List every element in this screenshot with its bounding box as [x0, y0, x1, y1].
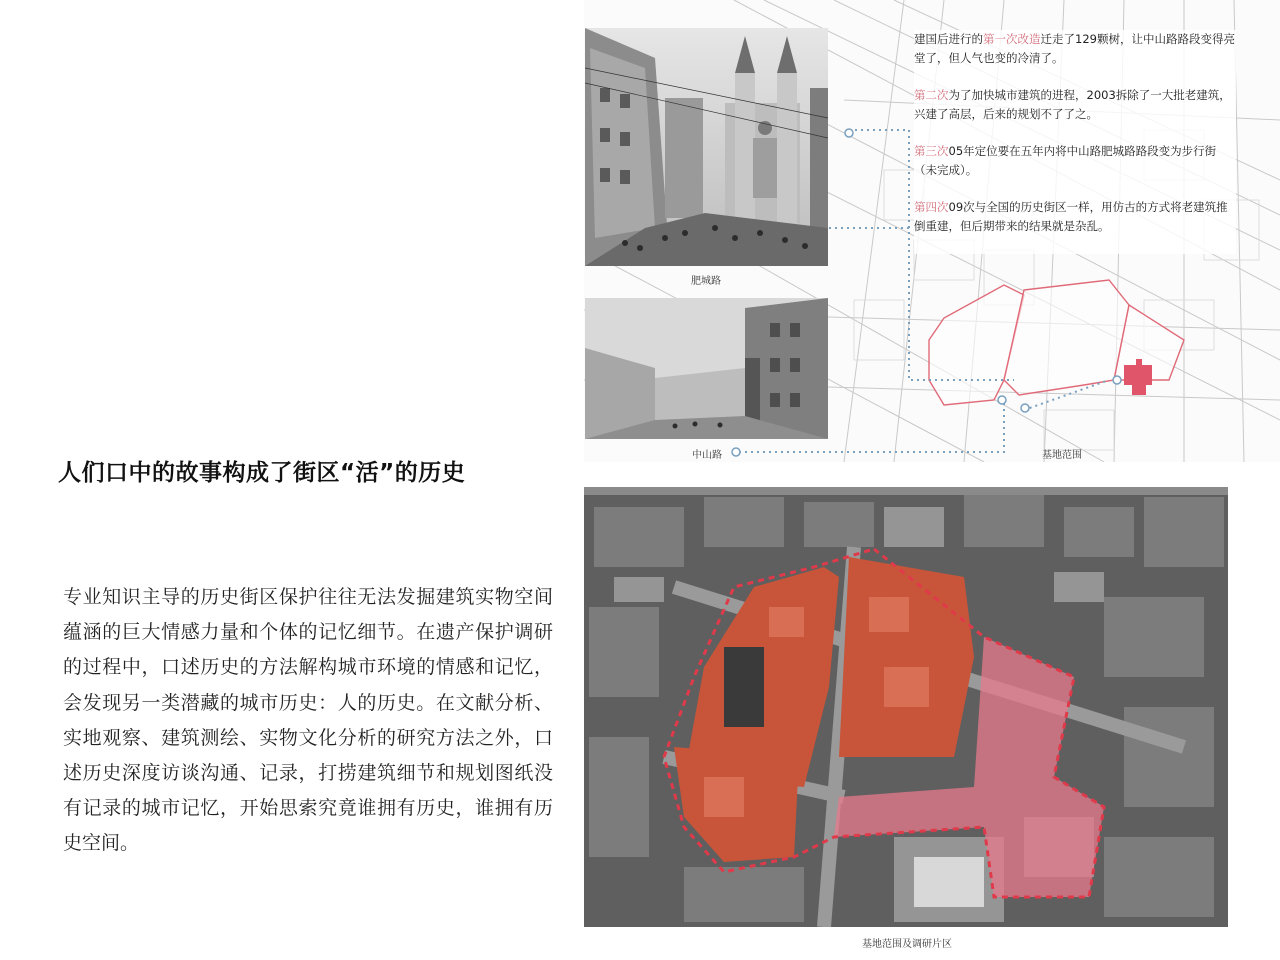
feicheng-road-photo	[585, 28, 828, 266]
history-item: 第三次05年定位要在五年内将中山路肥城路路段变为步行街（未完成）。	[914, 144, 1217, 177]
history-item: 第二次为了加快城市建筑的进程，2003拆除了一大批老建筑，兴建了高层，后来的规划不了了之。	[914, 88, 1231, 121]
body-paragraph: 专业知识主导的历史街区保护往往无法发掘建筑实物空间蕴涵的巨大情感力量和个体的记忆细节。在遗产保护调研的过程中，口述历史的方法解构城市环境的情感和记忆，会发现另一类潜藏的城市历史：人的历史。在文献分析、实地观察、建筑测绘、实物文化分析的研究方法之外，口述历史深度访谈沟通、记录，打捞建筑细节和规划图纸没有记录的城市记忆，开始思索究竟谁拥有历史，谁拥有历史空间。	[63, 586, 553, 855]
aerial-caption: 基地范围及调研片区	[862, 939, 952, 950]
zhongshan-road-label: 中山路	[692, 450, 722, 461]
history-item: 第四次09次与全国的历史街区一样，用仿古的方式将老建筑推倒重建，但后期带来的结果就是杂乱。	[914, 200, 1228, 233]
history-item: 建国后进行的第一次改造迁走了129颗树，让中山路路段变得亮堂了，但人气也变的冷清了。	[914, 32, 1235, 65]
renovation-history	[914, 30, 1236, 254]
site-range-label: 基地范围	[1042, 450, 1082, 461]
feicheng-road-label: 肥城路	[691, 276, 721, 287]
zhongshan-road-photo	[585, 298, 828, 439]
aerial-site-map	[584, 487, 1228, 927]
section-heading: 人们口中的故事构成了街区“活”的历史	[58, 460, 466, 486]
